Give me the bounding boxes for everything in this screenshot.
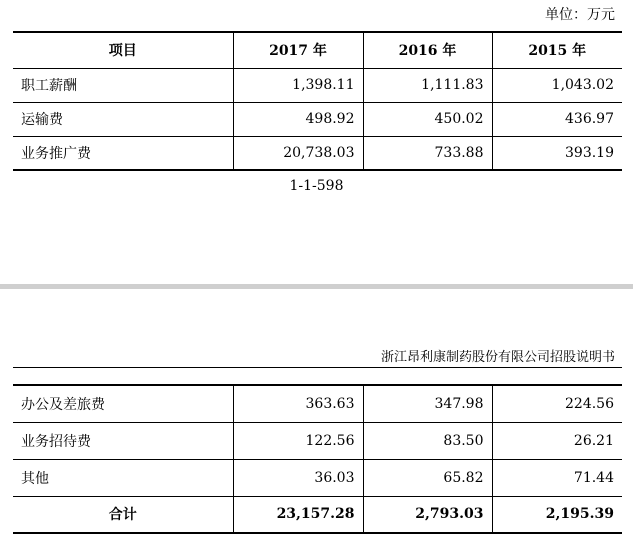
header-rule: [13, 367, 622, 368]
table-row: [13, 385, 622, 422]
cell-2016: 1,111.83: [363, 68, 492, 102]
row-label: 业务推广费: [13, 136, 233, 170]
table-row: [13, 459, 622, 496]
cell-2015: 393.19: [492, 136, 622, 170]
header-2016: 2016 年: [363, 32, 492, 68]
cell-2017: 363.63: [233, 385, 363, 422]
header-2015: 2015 年: [492, 32, 622, 68]
table-header-row: [13, 32, 622, 68]
total-2017: 23,157.28: [233, 496, 363, 533]
cell-2015: 224.56: [492, 385, 622, 422]
page-number: 1-1-598: [289, 178, 344, 194]
cell-2017: 36.03: [233, 459, 363, 496]
cell-2016: 347.98: [363, 385, 492, 422]
cell-2017: 20,738.03: [233, 136, 363, 170]
cell-2015: 26.21: [492, 422, 622, 459]
total-label: 合计: [13, 496, 233, 533]
cell-2015: 71.44: [492, 459, 622, 496]
cell-2017: 1,398.11: [233, 68, 363, 102]
total-2015: 2,195.39: [492, 496, 622, 533]
page-break-divider: [0, 284, 633, 289]
row-label: 办公及差旅费: [13, 385, 233, 422]
row-label: 业务招待费: [13, 422, 233, 459]
expense-table-top: [13, 31, 622, 171]
row-label: 职工薪酬: [13, 68, 233, 102]
table-row: [13, 422, 622, 459]
header-item: 项目: [13, 32, 233, 68]
header-2017: 2017 年: [233, 32, 363, 68]
cell-2015: 436.97: [492, 102, 622, 136]
table-row: [13, 136, 622, 170]
cell-2016: 450.02: [363, 102, 492, 136]
running-header-title: 浙江昂利康制药股份有限公司招股说明书: [380, 350, 615, 365]
row-label: 运输费: [13, 102, 233, 136]
cell-2016: 83.50: [363, 422, 492, 459]
cell-2015: 1,043.02: [492, 68, 622, 102]
cell-2017: 122.56: [233, 422, 363, 459]
total-2016: 2,793.03: [363, 496, 492, 533]
cell-2016: 733.88: [363, 136, 492, 170]
table-row: [13, 68, 622, 102]
unit-label: 单位：万元: [545, 7, 615, 23]
expense-table-bottom: [13, 384, 622, 534]
total-row: [13, 496, 622, 533]
table-row: [13, 102, 622, 136]
cell-2016: 65.82: [363, 459, 492, 496]
cell-2017: 498.92: [233, 102, 363, 136]
row-label: 其他: [13, 459, 233, 496]
